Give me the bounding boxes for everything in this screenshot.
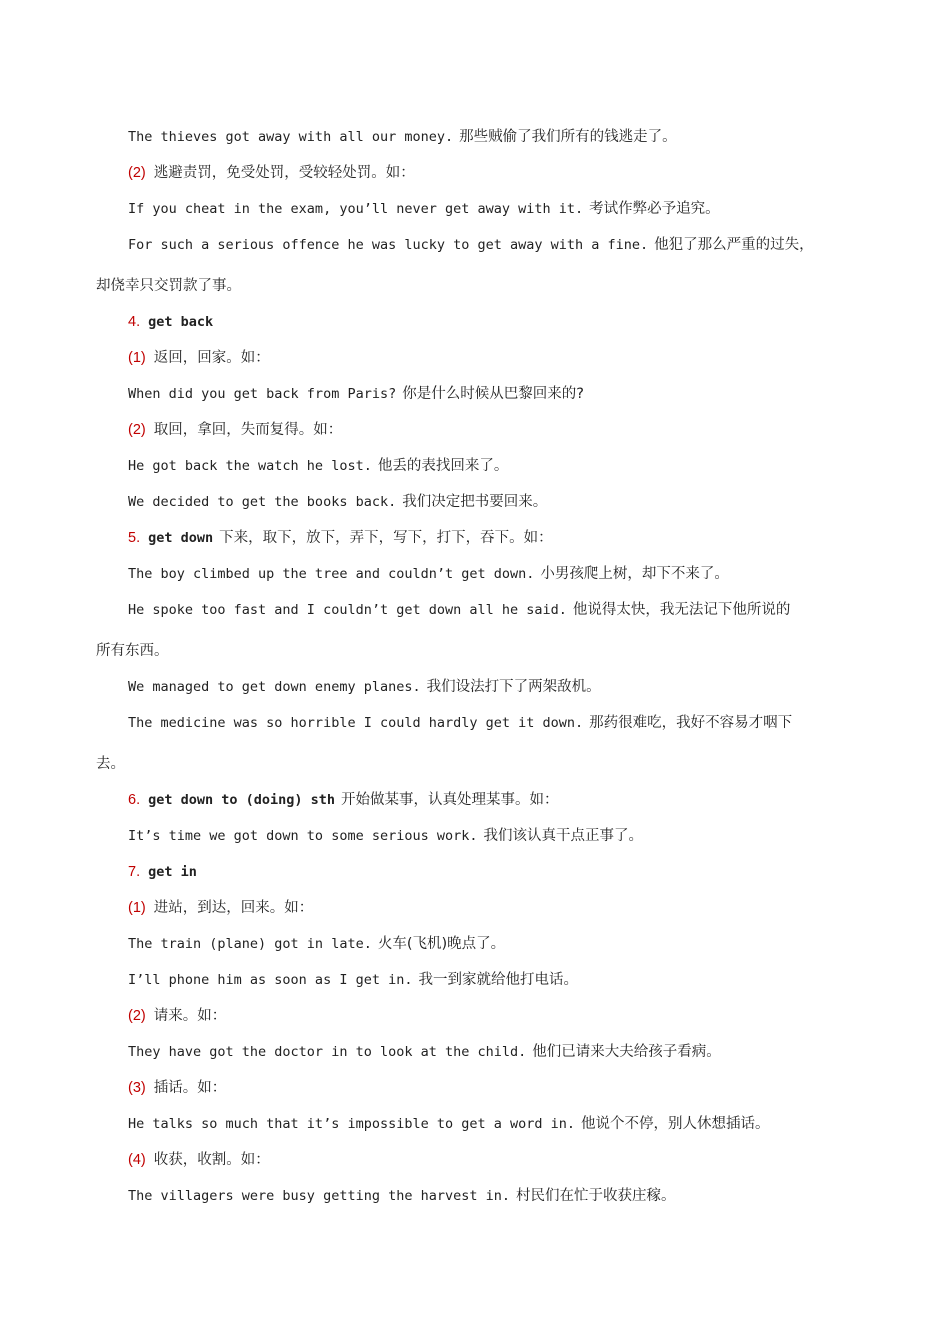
- chinese-text: 我们设法打下了两架敌机。: [426, 679, 601, 695]
- chinese-text: 下来，取下，放下，弄下，写下，打下，吞下。如：: [219, 530, 553, 546]
- text-line: [128, 1150, 270, 1170]
- chinese-text: 你是什么时候从巴黎回来的?: [402, 386, 584, 402]
- chinese-text: 他丢的表找回来了。: [377, 458, 509, 474]
- text-line: [128, 677, 601, 697]
- example-english: The train (plane) got in late.: [128, 936, 372, 952]
- example-english: I’ll phone him as soon as I get in.: [128, 972, 413, 988]
- text-line: [128, 1114, 770, 1134]
- chinese-text: 插话。如：: [153, 1080, 227, 1096]
- text-line: [96, 641, 169, 661]
- chinese-text: 他犯了那么严重的过失，: [654, 237, 814, 253]
- text-line: [128, 528, 553, 548]
- text-line: [128, 1186, 676, 1206]
- chinese-text: 小男孩爬上树，却下不来了。: [540, 566, 729, 582]
- continuation-text: 去。: [96, 756, 125, 772]
- text-line: [128, 235, 814, 255]
- text-line: [128, 348, 270, 368]
- text-line: [128, 826, 643, 846]
- example-english: He talks so much that it’s impossible to get a word in.: [128, 1116, 576, 1132]
- text-line: [128, 199, 720, 219]
- chinese-text: 逃避责罚，免受处罚，受较轻处罚。如：: [153, 165, 415, 181]
- text-line: [128, 600, 790, 620]
- chinese-text: 我们该认真干点正事了。: [483, 828, 643, 844]
- example-english: The villagers were busy getting the harvest in.: [128, 1188, 511, 1204]
- chinese-text: 火车(飞机)晚点了。: [377, 936, 506, 952]
- text-line: [128, 862, 203, 882]
- chinese-text: 收获，收割。如：: [153, 1152, 270, 1168]
- text-line: [96, 754, 125, 774]
- continuation-text: 所有东西。: [96, 643, 169, 659]
- example-english: For such a serious offence he was lucky to get away with a fine.: [128, 237, 649, 253]
- example-english: It’s time we got down to some serious work.: [128, 828, 478, 844]
- text-line: [128, 312, 219, 332]
- chinese-text: 开始做某事，认真处理某事。如：: [341, 792, 559, 808]
- example-english: He spoke too fast and I couldn’t get down all he said.: [128, 602, 567, 618]
- example-english: We managed to get down enemy planes.: [128, 679, 421, 695]
- phrase-heading: get back: [148, 314, 214, 330]
- chinese-text: 我们决定把书要回来。: [402, 494, 548, 510]
- chinese-text: 返回，回家。如：: [153, 350, 270, 366]
- phrase-heading: get in: [148, 864, 197, 880]
- item-number: 5.: [128, 530, 141, 546]
- example-english: The boy climbed up the tree and couldn’t get down.: [128, 566, 535, 582]
- example-english: He got back the watch he lost.: [128, 458, 372, 474]
- text-line: [128, 163, 415, 183]
- text-line: [128, 790, 559, 810]
- chinese-text: 进站，到达，回来。如：: [153, 900, 314, 916]
- text-line: [128, 384, 584, 404]
- chinese-text: 我一到家就给他打电话。: [418, 972, 578, 988]
- example-english: When did you get back from Paris?: [128, 386, 397, 402]
- example-english: The medicine was so horrible I could hardly get it down.: [128, 715, 584, 731]
- chinese-text: 那些贼偷了我们所有的钱逃走了。: [459, 129, 677, 145]
- text-line: [128, 564, 729, 584]
- example-english: The thieves got away with all our money.: [128, 129, 454, 145]
- chinese-text: 他们已请来大夫给孩子看病。: [532, 1044, 721, 1060]
- item-number: 4.: [128, 314, 141, 330]
- text-line: [128, 420, 342, 440]
- chinese-text: 他说得太快，我无法记下他所说的: [572, 602, 791, 618]
- text-line: [128, 1042, 721, 1062]
- item-number: (3): [128, 1080, 146, 1096]
- item-number: (4): [128, 1152, 146, 1168]
- text-line: [96, 276, 241, 296]
- item-number: (2): [128, 165, 146, 181]
- item-number: (2): [128, 422, 146, 438]
- text-line: [128, 127, 677, 147]
- text-line: [128, 898, 313, 918]
- chinese-text: 请来。如：: [153, 1008, 227, 1024]
- chinese-text: 考试作弊必予追究。: [589, 201, 720, 217]
- item-number: (1): [128, 350, 146, 366]
- chinese-text: 他说个不停，别人休想插话。: [581, 1116, 770, 1132]
- text-line: [128, 713, 792, 733]
- item-number: (1): [128, 900, 146, 916]
- chinese-text: 村民们在忙于收获庄稼。: [516, 1188, 676, 1204]
- text-line: [128, 456, 508, 476]
- phrase-heading: get down: [148, 530, 214, 546]
- continuation-text: 却侥幸只交罚款了事。: [96, 278, 241, 294]
- item-number: (2): [128, 1008, 146, 1024]
- example-english: They have got the doctor in to look at the child.: [128, 1044, 527, 1060]
- example-english: We decided to get the books back.: [128, 494, 397, 510]
- text-line: [128, 934, 505, 954]
- text-line: [128, 492, 547, 512]
- text-line: [128, 1078, 226, 1098]
- item-number: 7.: [128, 864, 141, 880]
- item-number: 6.: [128, 792, 141, 808]
- chinese-text: 那药很难吃，我好不容易才咽下: [589, 715, 793, 731]
- text-line: [128, 970, 578, 990]
- chinese-text: 取回，拿回，失而复得。如：: [153, 422, 343, 438]
- phrase-heading: get down to (doing) sth: [148, 792, 336, 808]
- text-line: [128, 1006, 226, 1026]
- example-english: If you cheat in the exam, you’ll never get away with it.: [128, 201, 584, 217]
